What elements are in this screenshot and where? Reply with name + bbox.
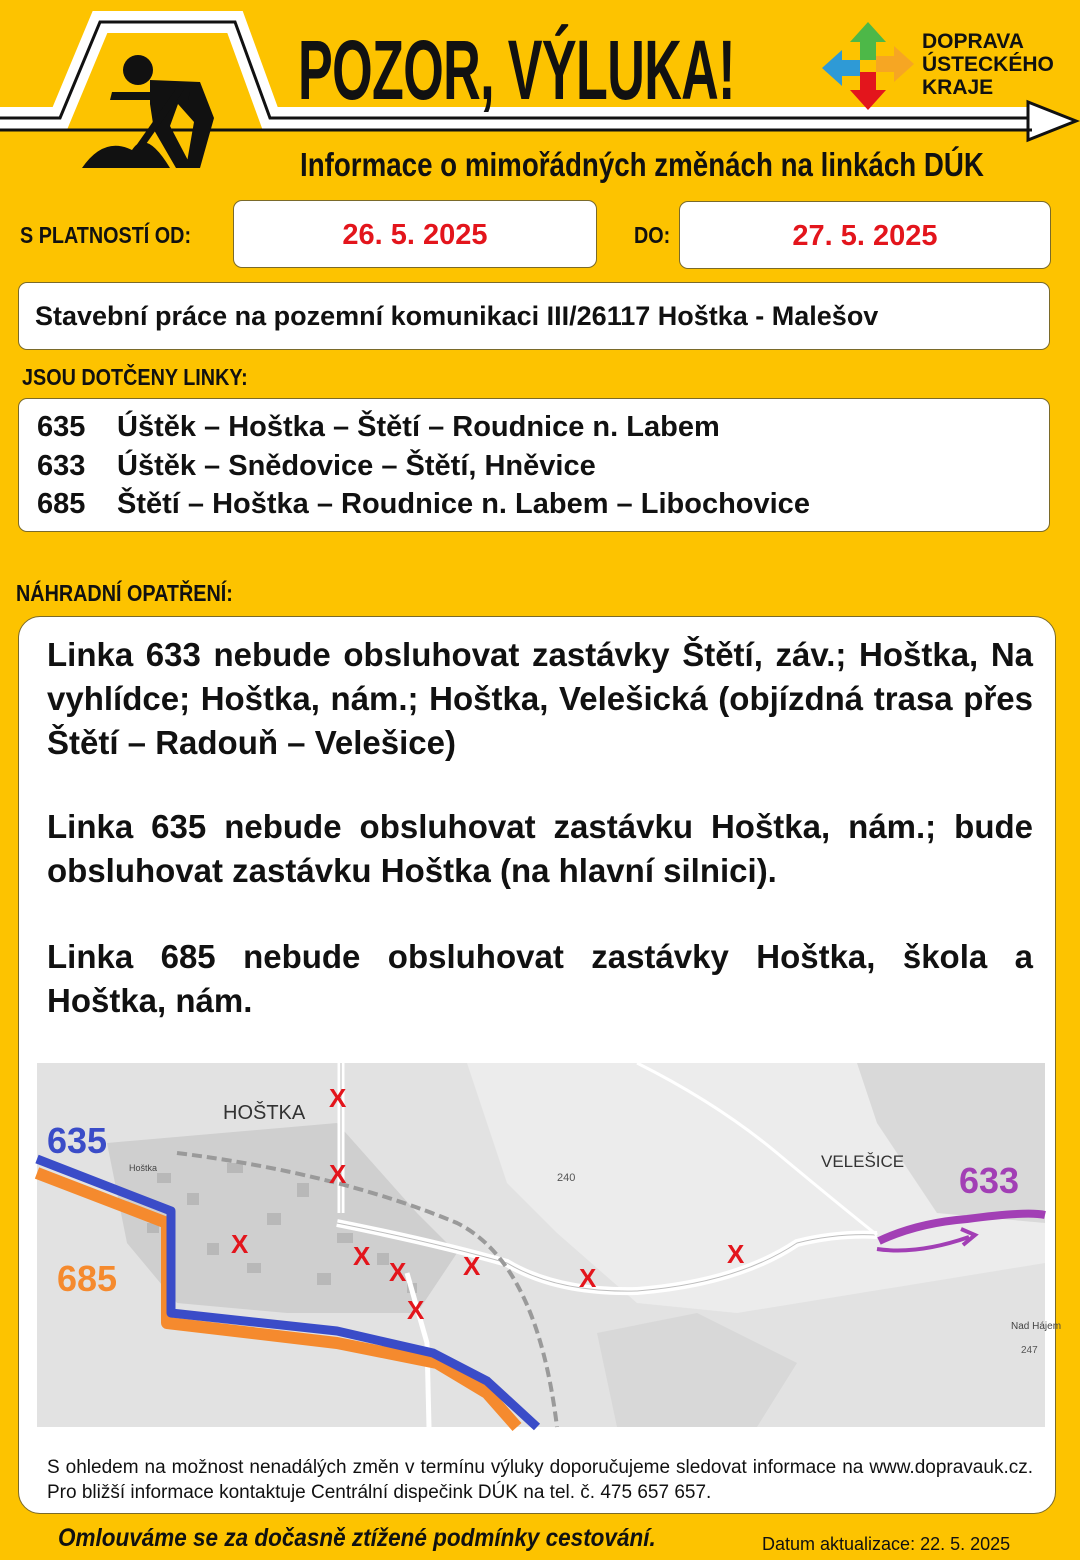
affected-lines-box (18, 398, 1050, 532)
logo-line-1: DOPRAVA (922, 30, 1024, 53)
affected-lines-label: JSOU DOTČENY LINKY: (22, 364, 248, 390)
closed-stop-mark: X (329, 1159, 347, 1189)
valid-to-label: DO: (634, 222, 671, 248)
info-note: S ohledem na možnost nenadálých změn v termínu výluky doporučujeme sledovat informace na www.dopravauk.cz. Pro bližší informace kontaktuje Centrální dispečink DÚK na tel. č. 475 657 657. (47, 1457, 1033, 1503)
measure-paragraph-635: Linka 635 nebude obsluhovat zastávku Hoštka, nám.; bude obsluhovat zastávku Hoštka (na hlavní silnici). (47, 808, 1033, 889)
update-date: Datum aktualizace: 22. 5. 2025 (762, 1534, 1011, 1554)
line-row-635 (37, 411, 720, 444)
closed-stop-mark: X (353, 1241, 371, 1271)
closed-stop-mark: X (231, 1229, 249, 1259)
map-label-685: 685 (57, 1258, 118, 1299)
reason-box (18, 282, 1050, 350)
line-route: Úštěk – Snědovice – Štětí, Hněvice (117, 450, 596, 482)
measure-paragraph-633: Linka 633 nebude obsluhovat zastávky Štětí, záv.; Hoštka, Na vyhlídce; Hoštka, nám.; Hoštka, Velešická (objízdná trasa přes Štětí – Radouň – Velešice) (47, 636, 1033, 761)
closed-stop-mark: X (727, 1239, 745, 1269)
logo-line-2: ÚSTECKÉHO (922, 53, 1054, 76)
closed-stop-mark: X (579, 1263, 597, 1293)
valid-to-date: 27. 5. 2025 (792, 220, 938, 252)
valid-from-box (233, 200, 597, 268)
line-number: 633 (37, 450, 86, 482)
closed-stop-mark: X (463, 1251, 481, 1281)
measures-label: NÁHRADNÍ OPATŘENÍ: (16, 580, 233, 606)
reason-text: Stavební práce na pozemní komunikaci III/26117 Hoštka - Malešov (35, 301, 879, 331)
valid-to-box (679, 201, 1051, 269)
map-place-hostka: HOŠTKA (223, 1102, 306, 1124)
line-route: Štětí – Hoštka – Roudnice n. Labem – Libochovice (117, 488, 810, 520)
valid-from-date: 26. 5. 2025 (342, 219, 488, 251)
duk-logo-icon (820, 20, 916, 112)
line-row-685 (37, 488, 810, 521)
closed-stop-mark: X (389, 1257, 407, 1287)
measures-box (18, 616, 1062, 1514)
map-elevation-247: 247 (1021, 1345, 1038, 1356)
measure-paragraph-685: Linka 685 nebude obsluhovat zastávky Hoštka, škola a Hoštka, nám. (47, 938, 1033, 1019)
arrow-head-icon (1028, 102, 1076, 140)
line-number: 685 (37, 488, 86, 520)
line-row-633 (37, 450, 596, 483)
map-label-633: 633 (959, 1160, 1020, 1201)
valid-from-label: S PLATNOSTÍ OD: (20, 222, 192, 248)
roadwork-worker-icon (82, 55, 214, 168)
line-route: Úštěk – Hoštka – Štětí – Roudnice n. Labem (117, 411, 720, 443)
map-place-nad-hajem: Nad Hájem (1011, 1321, 1062, 1332)
duk-logo-text (922, 30, 1054, 99)
notice-subtitle: Informace o mimořádných změnách na linkách DÚK (300, 146, 984, 183)
map-label-635: 635 (47, 1120, 108, 1161)
detour-map (37, 1063, 1062, 1427)
map-elevation-240: 240 (557, 1172, 576, 1184)
map-stop-hostka: Hoštka (129, 1163, 158, 1173)
closed-stop-mark: X (329, 1083, 347, 1113)
line-number: 635 (37, 411, 86, 443)
apology-text: Omlouváme se za dočasně ztížené podmínky cestování. (58, 1524, 656, 1552)
logo-line-3: KRAJE (922, 76, 994, 99)
notice-title: POZOR, VÝLUKA! (298, 23, 735, 117)
closed-stop-mark: X (407, 1295, 425, 1325)
map-place-velesice: VELEŠICE (821, 1152, 905, 1171)
